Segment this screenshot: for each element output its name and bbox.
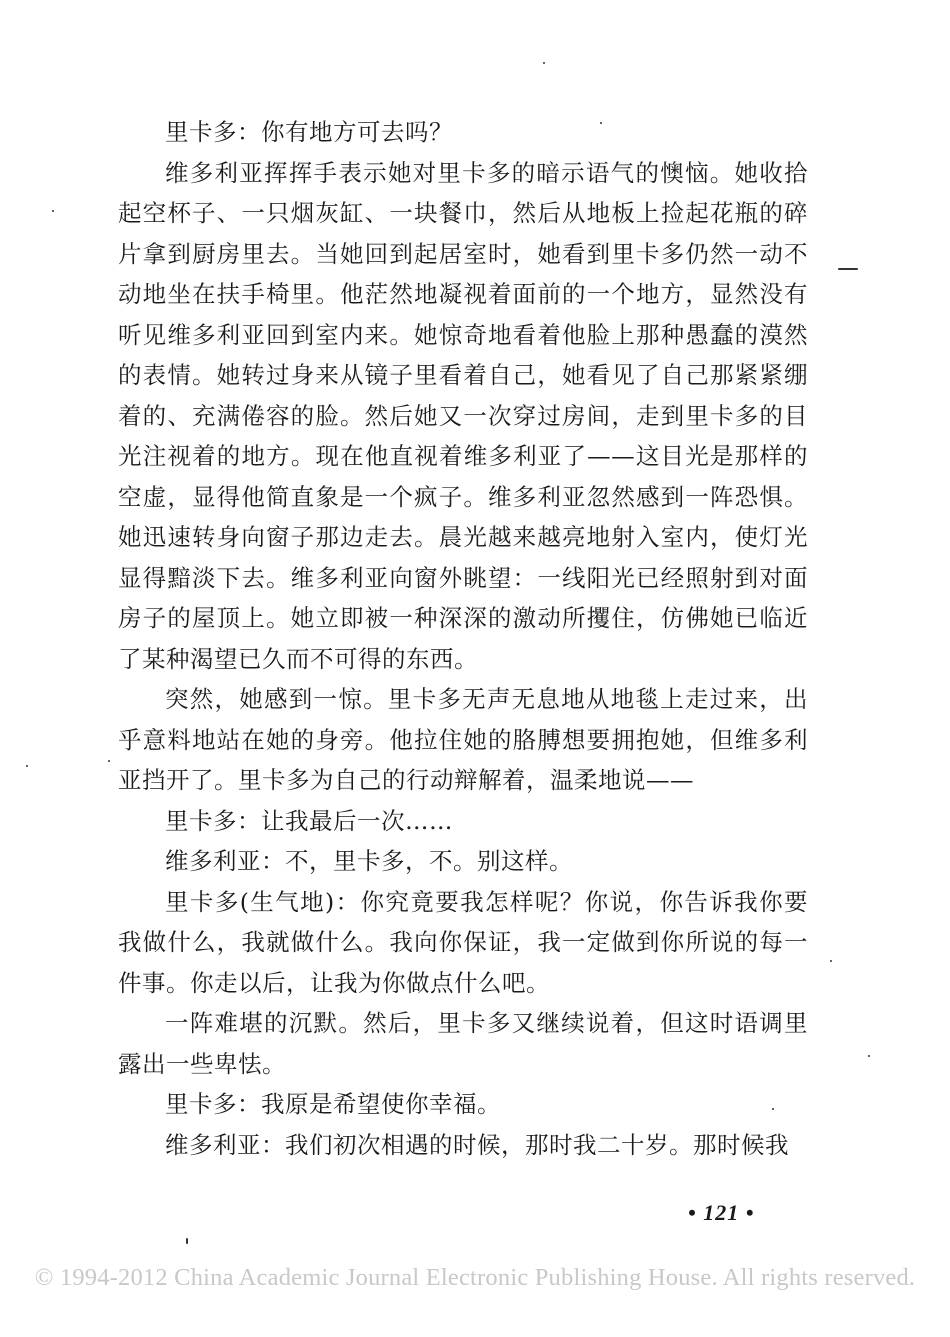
scan-speck [772, 1108, 774, 1110]
scan-speck [52, 210, 54, 212]
page-number: • 121 • [688, 1200, 755, 1225]
copyright-notice: © 1994-2012 China Academic Journal Electronic Publishing House. All rights reserved. [34, 1264, 916, 1291]
scan-speck [600, 122, 602, 124]
scan-speck [108, 760, 110, 762]
paragraph: 里卡多：我原是希望使你幸福。 [165, 1090, 501, 1118]
paragraph: 维多利亚：不，里卡多，不。别这样。 [165, 847, 573, 875]
paragraph: 里卡多：你有地方可去吗？ [165, 118, 453, 146]
scan-speck [543, 62, 545, 64]
paragraph: 里卡多(生气地)：你究竟要我怎样呢？你说，你告诉我你要我做什么，我就做什么。我向你保证，我一定做到你所说的每一件事。你走以后，让我为你做点什么吧。 [118, 887, 808, 997]
scan-speck [26, 765, 28, 767]
paragraph: 维多利亚：我们初次相遇的时候，那时我二十岁。那时候我 [165, 1130, 789, 1159]
scan-speck [830, 960, 832, 962]
article-body [118, 112, 808, 1165]
paragraph: 里卡多：让我最后一次…… [165, 806, 453, 835]
scan-speck [868, 1055, 870, 1057]
paragraph: 突然，她感到一惊。里卡多无声无息地从地毯上走过来，出乎意料地站在她的身旁。他拉住她的胳膊想要拥抱她，但维多利亚挡开了。里卡多为自己的行动辩解着，温柔地说—— [118, 685, 808, 794]
paragraph: 维多利亚挥挥手表示她对里卡多的暗示语气的懊恼。她收拾起空杯子、一只烟灰缸、一块餐巾，然后从地板上捡起花瓶的碎片拿到厨房里去。当她回到起居室时，她看到里卡多仍然一动不动地坐在扶手椅里。他茫然地凝视着面前的一个地方，显然没有听见维多利亚回到室内来。她惊奇地看着他脸上那种愚蠢的漠然的表情。她转过身来从镜子里看着自己，她看见了自己那紧紧绷着的、充满倦容的脸。然后她又一次穿过房间，走到里卡多的目光注视着的地方。现在他直视着维多利亚了——这目光是那样的空虚，显得他简直象是一个疯子。维多利亚忽然感到一阵恐惧。她迅速转身向窗子那边走去。晨光越来越亮地射入室内，使灯光显得黯淡下去。维多利亚向窗外眺望：一线阳光已经照射到对面房子的屋顶上。她立即被一种深深的激动所攫住，仿佛她已临近了某种渴望已久而不可得的东西。 [118, 158, 808, 673]
scan-speck [186, 1238, 188, 1244]
paragraph: 一阵难堪的沉默。然后，里卡多又继续说着，但这时语调里露出一些卑怯。 [118, 1009, 808, 1078]
scan-speck [838, 268, 858, 270]
